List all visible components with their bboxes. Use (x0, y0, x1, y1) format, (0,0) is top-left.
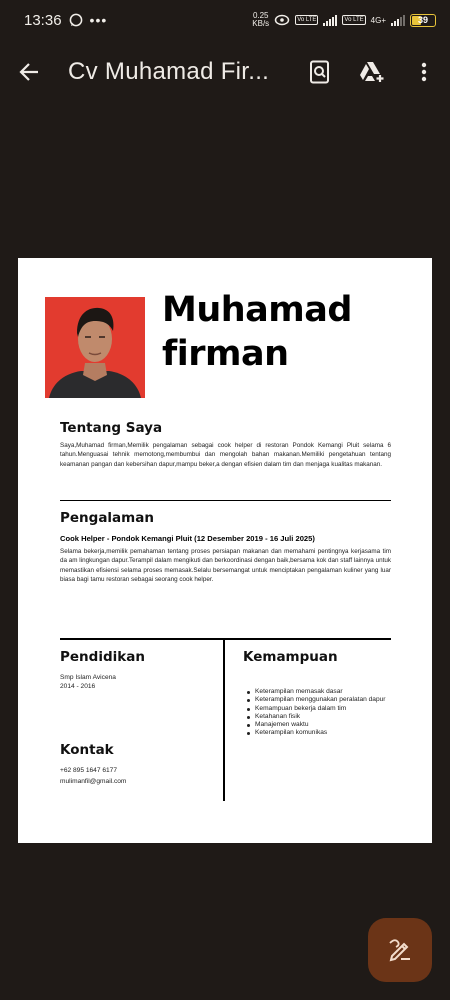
profile-photo (45, 297, 145, 398)
experience-text: Selama bekerja,memilik pemahaman tentang proses persiapan makanan dan memahami pentingnya kerjasama tim da am lingkungan dapur.Terampil dalam mengikuti dan berkoordinasi dengan baik,bersama kok dan staff lainnya untuk memastikan efisiensi selama proses memasak.Selalu bersemangat untuk menciptakan pengalaman kuliner yang luar biasa bagi tamu restoran sebagai seorang cook helper. (60, 548, 391, 583)
about-text: Saya,Muhamad firman,Memilik pengalaman sebagai cook helper di restoran Pondok Kemangi Pluit selama 6 tahun.Menguasai tehnik memotong,membumbui dan mengolah bahan makanan.Memiliki pengetahuan tentang keamanan pangan dan kebersihan dapur,mampu beker,a dengan efisien dalam tim dan menjaga kualitas makanan. (60, 442, 391, 468)
back-button[interactable] (0, 44, 58, 100)
network-type: 4G+ (370, 15, 386, 25)
document-title: Cv Muhamad Fir... (68, 58, 270, 85)
add-to-drive-button[interactable] (346, 44, 398, 100)
skill-item: Keterampilan memasak dasar (246, 688, 391, 696)
status-bar (0, 0, 450, 40)
app-bar (0, 44, 450, 100)
more-vert-icon (421, 62, 427, 82)
contact-phone: +62 895 1647 6177 (60, 767, 118, 774)
candidate-name (162, 288, 352, 376)
name-line-2: firman (162, 334, 289, 374)
name-line-1: Muhamad (162, 290, 352, 330)
contact-title: Kontak (60, 742, 114, 758)
search-document-button[interactable] (294, 44, 346, 100)
skill-item: Keterampilan menggunakan peralatan dapur (246, 696, 391, 704)
volte-badge: Vo LTE (297, 17, 317, 23)
experience-title: Pengalaman (60, 510, 154, 526)
education-school: Smp Islam Avicena (60, 674, 116, 681)
skills-title: Kemampuan (243, 649, 338, 665)
skill-item: Ketahanan fisik (246, 713, 391, 721)
back-arrow-icon (18, 61, 40, 83)
skill-item: Manajemen waktu (246, 721, 391, 729)
net-speed: 0.25 KB/s (252, 11, 270, 28)
hotspot-icon (274, 14, 290, 26)
status-time: 13:36 (24, 11, 62, 29)
person-photo-icon (45, 297, 145, 398)
whatsapp-icon (69, 13, 83, 27)
divider-bottom-section (60, 638, 391, 640)
signal-bars-icon (323, 15, 337, 26)
education-title: Pendidikan (60, 649, 145, 665)
divider-about (60, 500, 391, 501)
skill-item: Keterampilan komunikas (246, 729, 391, 737)
volte-badge-2: Vo LTE (344, 17, 364, 23)
battery-level: 39 (417, 14, 428, 25)
search-document-icon (309, 60, 331, 84)
cv-document-page (18, 258, 432, 843)
column-divider (223, 639, 225, 801)
more-notifications-icon: ••• (89, 12, 108, 28)
skills-list (246, 688, 391, 738)
more-options-button[interactable] (398, 44, 450, 100)
add-to-drive-icon (359, 61, 385, 83)
experience-job-title: Cook Helper - Pondok Kemangi Pluit (12 Desember 2019 - 16 Juli 2025) (60, 534, 315, 543)
contact-email: mulimanfil@gmail.com (60, 778, 127, 785)
edit-fab-button[interactable] (368, 918, 432, 982)
skill-item: Kemampuan bekerja dalam tim (246, 705, 391, 713)
edit-pen-icon (387, 937, 413, 963)
signal-bars-icon-2 (391, 15, 405, 26)
education-years: 2014 - 2016 (60, 683, 96, 690)
about-title: Tentang Saya (60, 420, 163, 436)
battery-icon (410, 14, 436, 27)
